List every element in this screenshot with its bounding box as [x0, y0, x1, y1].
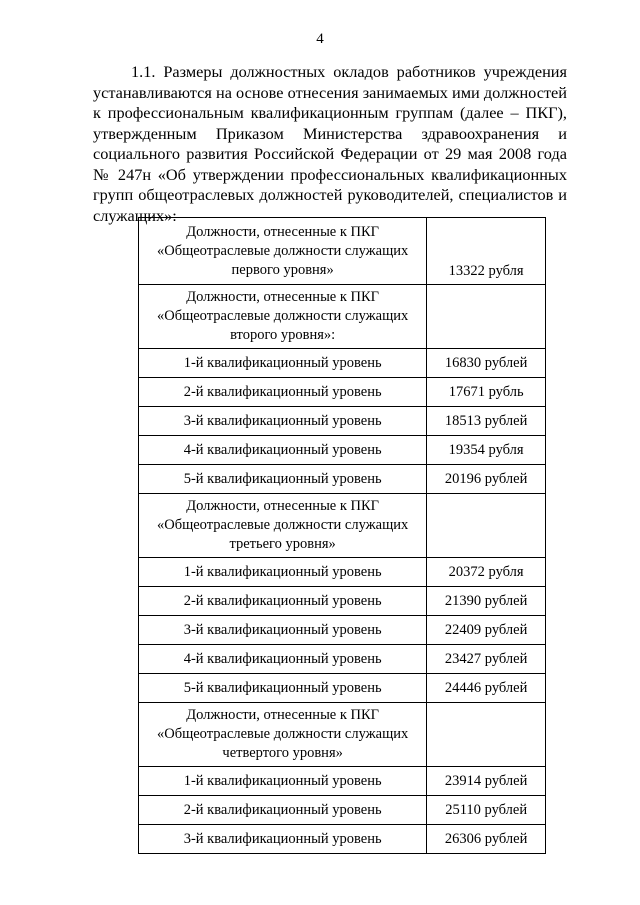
group-4-value-empty: [427, 703, 546, 767]
table-row: [139, 378, 546, 407]
table-row: [139, 558, 546, 587]
group-1-name: [139, 218, 427, 285]
table-row-group-2: [139, 285, 546, 349]
level-value: 23427 рублей: [427, 645, 546, 674]
group-3-value-empty: [427, 494, 546, 558]
table-row: [139, 465, 546, 494]
salary-table: [138, 217, 546, 854]
intro-text: 1.1. Размеры должностных окладов работников учреждения устанавливаются на основе отнесения занимаемых ими должностей к профессиональным квалификационным группам (далее – ПКГ), утвержденным Приказом Министерства здравоохранения и социального развития Российской Федерации от 29 мая 2008 года № 247н «Об утверждении профессиональных квалификационных групп общеотраслевых должностей руководителей, специалистов и служащих»:: [93, 62, 567, 225]
table-row: [139, 407, 546, 436]
level-value: 18513 рублей: [427, 407, 546, 436]
level-label: 1-й квалификационный уровень: [139, 767, 427, 796]
table-row: [139, 436, 546, 465]
table-row: [139, 674, 546, 703]
group-3-name: [139, 494, 427, 558]
group-4-line-3: четвертого уровня»: [222, 745, 343, 761]
table-row-group-3: [139, 494, 546, 558]
level-value: 17671 рубль: [427, 378, 546, 407]
group-3-line-2: «Общеотраслевые должности служащих: [156, 517, 409, 533]
table-row-group-1: [139, 218, 546, 285]
group-2-name: [139, 285, 427, 349]
group-2-line-2: «Общеотраслевые должности служащих: [156, 308, 409, 324]
level-value: 16830 рублей: [427, 349, 546, 378]
level-value: 25110 рублей: [427, 796, 546, 825]
table-row: [139, 616, 546, 645]
table-row: [139, 349, 546, 378]
level-label: 4-й квалификационный уровень: [139, 436, 427, 465]
group-1-line-3: первого уровня»: [231, 261, 334, 278]
group-2-line-1: Должности, отнесенные к ПКГ: [186, 289, 380, 305]
level-label: 3-й квалификационный уровень: [139, 407, 427, 436]
table-row: [139, 645, 546, 674]
level-value: 20196 рублей: [427, 465, 546, 494]
table-row-group-4: [139, 703, 546, 767]
group-4-line-1: Должности, отнесенные к ПКГ: [186, 707, 380, 723]
level-value: 20372 рубля: [427, 558, 546, 587]
group-3-line-1: Должности, отнесенные к ПКГ: [186, 498, 380, 514]
level-label: 4-й квалификационный уровень: [139, 645, 427, 674]
level-label: 2-й квалификационный уровень: [139, 796, 427, 825]
level-value: 19354 рубля: [427, 436, 546, 465]
page-number: 4: [316, 31, 324, 47]
table-row: [139, 767, 546, 796]
table-row: [139, 796, 546, 825]
level-label: 2-й квалификационный уровень: [139, 378, 427, 407]
level-value: 24446 рублей: [427, 674, 546, 703]
group-1-line-1: Должности, отнесенные к ПКГ: [186, 223, 380, 240]
level-label: 3-й квалификационный уровень: [139, 825, 427, 854]
group-2-value-empty: [427, 285, 546, 349]
level-label: 3-й квалификационный уровень: [139, 616, 427, 645]
group-3-line-3: третьего уровня»: [229, 536, 336, 552]
group-1-line-2: «Общеотраслевые должности служащих: [156, 242, 409, 259]
group-4-name: [139, 703, 427, 767]
level-value: 26306 рублей: [427, 825, 546, 854]
level-label: 5-й квалификационный уровень: [139, 465, 427, 494]
level-label: 1-й квалификационный уровень: [139, 558, 427, 587]
group-1-value: 13322 рубля: [427, 218, 546, 285]
level-label: 5-й квалификационный уровень: [139, 674, 427, 703]
table-row: [139, 587, 546, 616]
level-value: 22409 рублей: [427, 616, 546, 645]
intro-paragraph: [93, 62, 567, 226]
table-row: [139, 825, 546, 854]
level-value: 23914 рублей: [427, 767, 546, 796]
level-value: 21390 рублей: [427, 587, 546, 616]
group-4-line-2: «Общеотраслевые должности служащих: [156, 726, 409, 742]
level-label: 1-й квалификационный уровень: [139, 349, 427, 378]
level-label: 2-й квалификационный уровень: [139, 587, 427, 616]
group-2-line-3: второго уровня»:: [230, 327, 336, 343]
